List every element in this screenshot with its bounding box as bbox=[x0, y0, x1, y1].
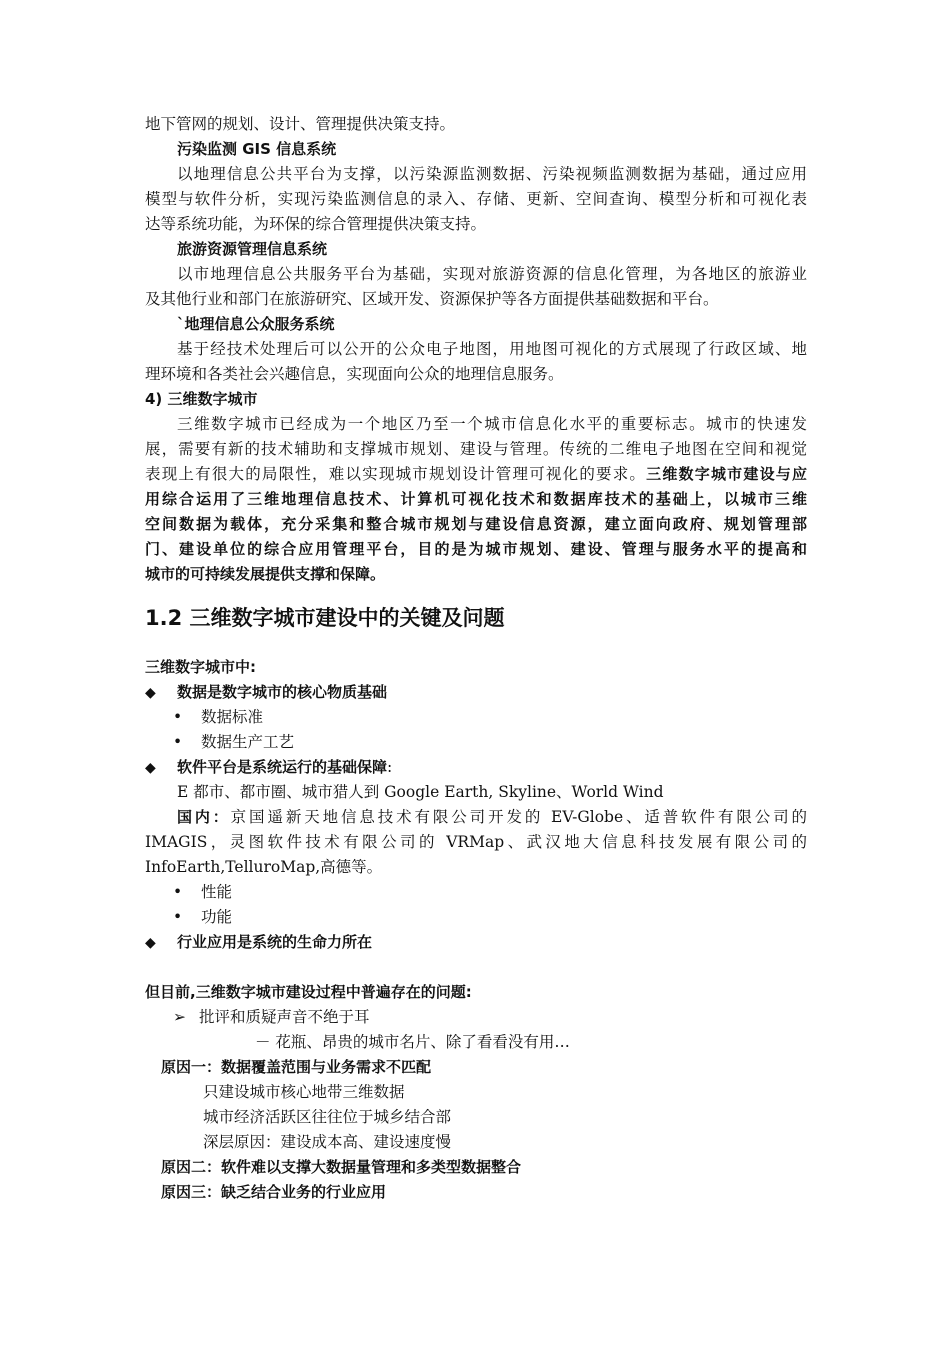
paragraph-line: 理环境和各类社会兴趣信息，实现面向公众的地理信息服务。 bbox=[145, 365, 564, 383]
paragraph-line: 三维数字城市已经成为一个地区乃至一个城市信息化水平的重要标志。城市的快速发 bbox=[177, 415, 807, 433]
reason-heading: 原因三：缺乏结合业务的行业应用 bbox=[161, 1183, 387, 1201]
list-item-arrow bbox=[145, 1005, 807, 1030]
list-item-text: 软件平台是系统运行的基础保障 bbox=[177, 758, 388, 776]
list-item-text: 性能 bbox=[201, 883, 233, 901]
section-heading: 1.2 三维数字城市建设中的关键及问题 bbox=[145, 606, 505, 630]
list-item-dot bbox=[145, 730, 807, 755]
list-item-dot bbox=[145, 880, 807, 905]
paragraph-line: 以市地理信息公共服务平台为基础，实现对旅游资源的信息化管理，为各地区的旅游业 bbox=[177, 265, 807, 283]
list-item-text: 批评和质疑声音不绝于耳 bbox=[199, 1008, 370, 1026]
dash-item: － 花瓶、昂贵的城市名片、除了看看没有用… bbox=[255, 1033, 570, 1051]
dot-bullet-icon: • bbox=[173, 733, 183, 751]
list-item-text: 数据生产工艺 bbox=[201, 733, 295, 751]
domestic-line: InfoEarth,TelluroMap,高德等。 bbox=[145, 858, 383, 876]
diamond-bullet-icon: ◆ bbox=[145, 935, 156, 951]
paragraph-line: 地下管网的规划、设计、管理提供决策支持。 bbox=[145, 115, 456, 133]
reason-detail: 城市经济活跃区往往位于城乡结合部 bbox=[203, 1108, 452, 1126]
domestic-label: 国内： bbox=[177, 808, 231, 826]
list-item-text: 数据是数字城市的核心物质基础 bbox=[177, 683, 388, 701]
reason-detail: 深层原因：建设成本高、建设速度慢 bbox=[203, 1133, 452, 1151]
reason-heading: 原因一：数据覆盖范围与业务需求不匹配 bbox=[161, 1058, 432, 1076]
section-title-public-service: `地理信息公众服务系统 bbox=[177, 315, 335, 333]
diamond-bullet-icon: ◆ bbox=[145, 685, 156, 701]
paragraph-line-mixed bbox=[145, 462, 807, 487]
document-page bbox=[145, 112, 807, 1205]
domestic-line bbox=[145, 805, 807, 830]
list-item-text: 行业应用是系统的生命力所在 bbox=[177, 933, 373, 951]
paragraph-line: 及其他行业和部门在旅游研究、区域开发、资源保护等各方面提供基础数据和平台。 bbox=[145, 290, 719, 308]
list-item-diamond bbox=[145, 680, 807, 705]
domestic-line: IMAGIS，灵图软件技术有限公司的 VRMap、武汉地大信息科技发展有限公司的 bbox=[145, 833, 807, 851]
dot-bullet-icon: • bbox=[173, 908, 183, 926]
vendors-line: E 都市、都市圈、城市猎人到 Google Earth, Skyline、World Wind bbox=[177, 783, 664, 801]
paragraph-line: 基于经技术处理后可以公开的公众电子地图，用地图可视化的方式展现了行政区域、地 bbox=[177, 340, 807, 358]
bold-paragraph-line: 空间数据为载体，充分采集和整合城市规划与建设信息资源，建立面向政府、规划管理部 bbox=[145, 515, 807, 533]
list-item-text: 数据标准 bbox=[201, 708, 264, 726]
bold-paragraph-line: 用综合运用了三维地理信息技术、计算机可视化技术和数据库技术的基础上，以城市三维 bbox=[145, 490, 807, 508]
reason-detail: 只建设城市核心地带三维数据 bbox=[203, 1083, 405, 1101]
paragraph-line: 以地理信息公共平台为支撑，以污染源监测数据、污染视频监测数据为基础，通过应用 bbox=[177, 165, 807, 183]
paragraph-line: 达等系统功能，为环保的综合管理提供决策支持。 bbox=[145, 215, 487, 233]
reason-heading: 原因二：软件难以支撑大数据量管理和多类型数据整合 bbox=[161, 1158, 522, 1176]
bold-text: 三维数字城市建设与应 bbox=[646, 465, 807, 483]
list-intro: 三维数字城市中: bbox=[145, 658, 256, 676]
paragraph-line: 展，需要有新的技术辅助和支撑城市规划、建设与管理。传统的二维电子地图在空间和视觉 bbox=[145, 440, 807, 458]
section-title-3d-city: 4) 三维数字城市 bbox=[145, 390, 258, 408]
bold-paragraph-line: 门、建设单位的综合应用管理平台，目的是为城市规划、建设、管理与服务水平的提高和 bbox=[145, 540, 807, 558]
list-item-colon: : bbox=[387, 758, 393, 776]
arrow-bullet-icon: ➢ bbox=[173, 1008, 186, 1026]
list-item-text: 功能 bbox=[201, 908, 233, 926]
domestic-text: 京国遥新天地信息技术有限公司开发的 EV-Globe、适普软件有限公司的 bbox=[230, 808, 807, 826]
list-item-diamond bbox=[145, 755, 807, 780]
plain-text: 表现上有很大的局限性，难以实现城市规划设计管理可视化的要求。 bbox=[145, 465, 647, 483]
list-item-dot bbox=[145, 905, 807, 930]
dot-bullet-icon: • bbox=[173, 708, 183, 726]
dot-bullet-icon: • bbox=[173, 883, 183, 901]
section-title-tourism: 旅游资源管理信息系统 bbox=[177, 240, 328, 258]
list-item-dot bbox=[145, 705, 807, 730]
problems-intro: 但目前,三维数字城市建设过程中普遍存在的问题: bbox=[145, 983, 472, 1001]
section-title-pollution-gis: 污染监测 GIS 信息系统 bbox=[177, 140, 337, 158]
paragraph-line: 模型与软件分析，实现污染监测信息的录入、存储、更新、空间查询、模型分析和可视化表 bbox=[145, 190, 807, 208]
spacer bbox=[145, 955, 807, 980]
bold-paragraph-line: 城市的可持续发展提供支撑和保障。 bbox=[145, 565, 386, 583]
diamond-bullet-icon: ◆ bbox=[145, 760, 156, 776]
list-item-diamond bbox=[145, 930, 807, 955]
